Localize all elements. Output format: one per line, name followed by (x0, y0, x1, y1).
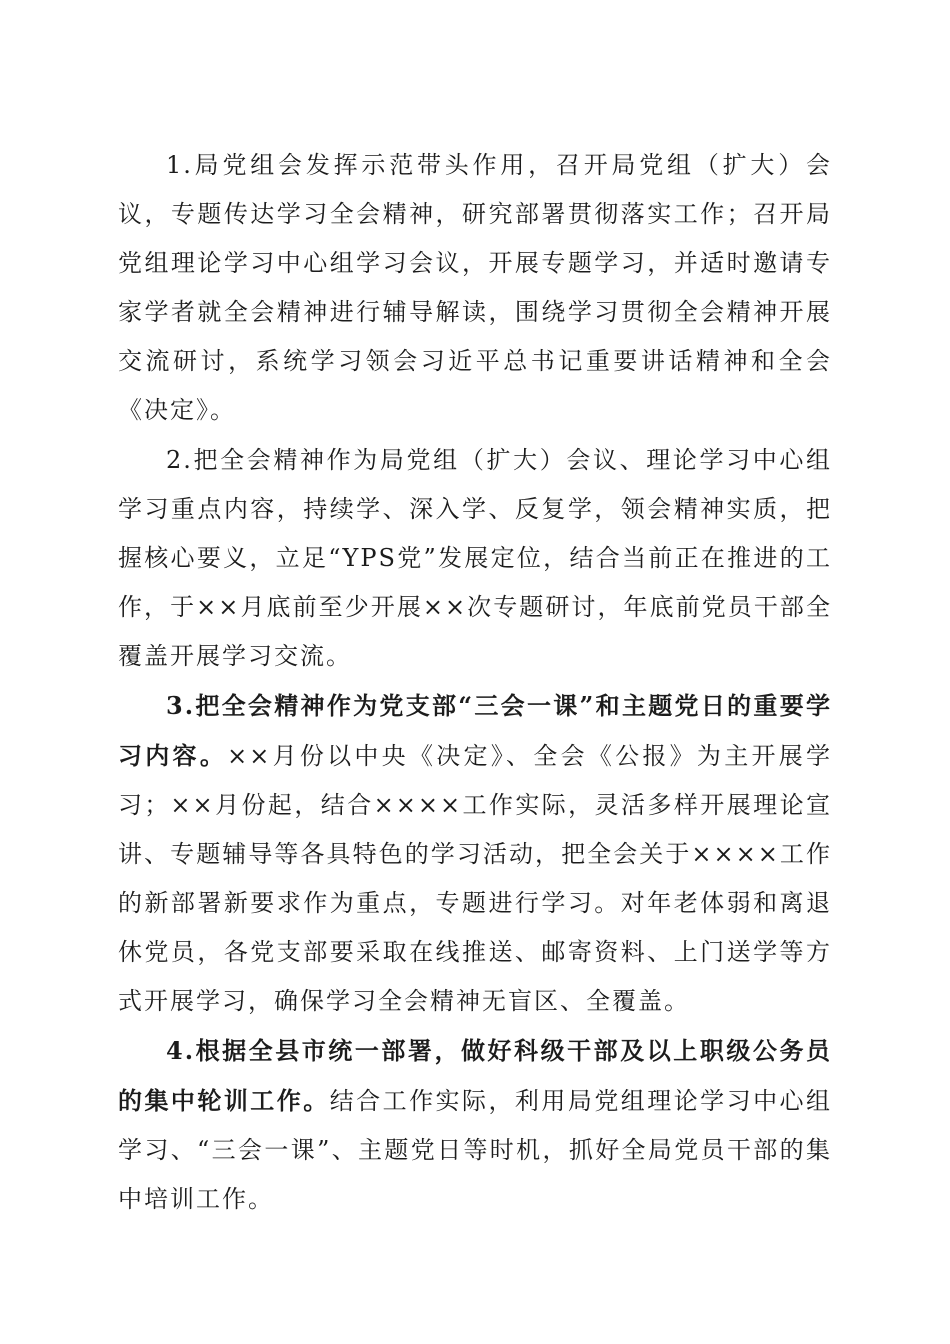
paragraph-3-body: ××月份以中央《决定》、全会《公报》为主开展学习；××月份起，结合××××工作实际，灵活多样开展理论宣讲、专题辅导等各具特色的学习活动，把全会关于××××工作的新部署新要求作为重点，专题进行学习。对年老体弱和离退休党员，各党支部要采取在线推送、邮寄资料、上门送学等方式开展学习，确保学习全会精神无盲区、全覆盖。 (118, 742, 833, 1015)
paragraph-2 (118, 435, 832, 681)
paragraph-1 (118, 140, 832, 435)
paragraph-4 (118, 1026, 832, 1224)
paragraph-4-body: 结合工作实际，利用局党组理论学习中心组学习、“三会一课”、主题党日等时机，抓好全局党员干部的集中培训工作。 (118, 1087, 833, 1213)
paragraph-4-lead: 4.根据全县市统一部署，做好科级干部及以上职级公务员的集中轮训工作。 (118, 1036, 832, 1115)
paragraph-2-body: 2.把全会精神作为局党组（扩大）会议、理论学习中心组学习重点内容，持续学、深入学、反复学，领会精神实质，把握核心要义，立足“YPS党”发展定位，结合当前正在推进的工作，于××月底前至少开展××次专题研讨，年底前党员干部全覆盖开展学习交流。 (118, 446, 832, 670)
paragraph-3-lead: 3.把全会精神作为党支部“三会一课”和主题党日的重要学习内容。 (118, 691, 832, 770)
paragraph-3 (118, 681, 832, 1026)
document-page (118, 140, 832, 1224)
paragraph-1-body: 1.局党组会发挥示范带头作用，召开局党组（扩大）会议，专题传达学习全会精神，研究部署贯彻落实工作；召开局党组理论学习中心组学习会议，开展专题学习，并适时邀请专家学者就全会精神进行辅导解读，围绕学习贯彻全会精神开展交流研讨，系统学习领会习近平总书记重要讲话精神和全会《决定》。 (118, 151, 832, 424)
